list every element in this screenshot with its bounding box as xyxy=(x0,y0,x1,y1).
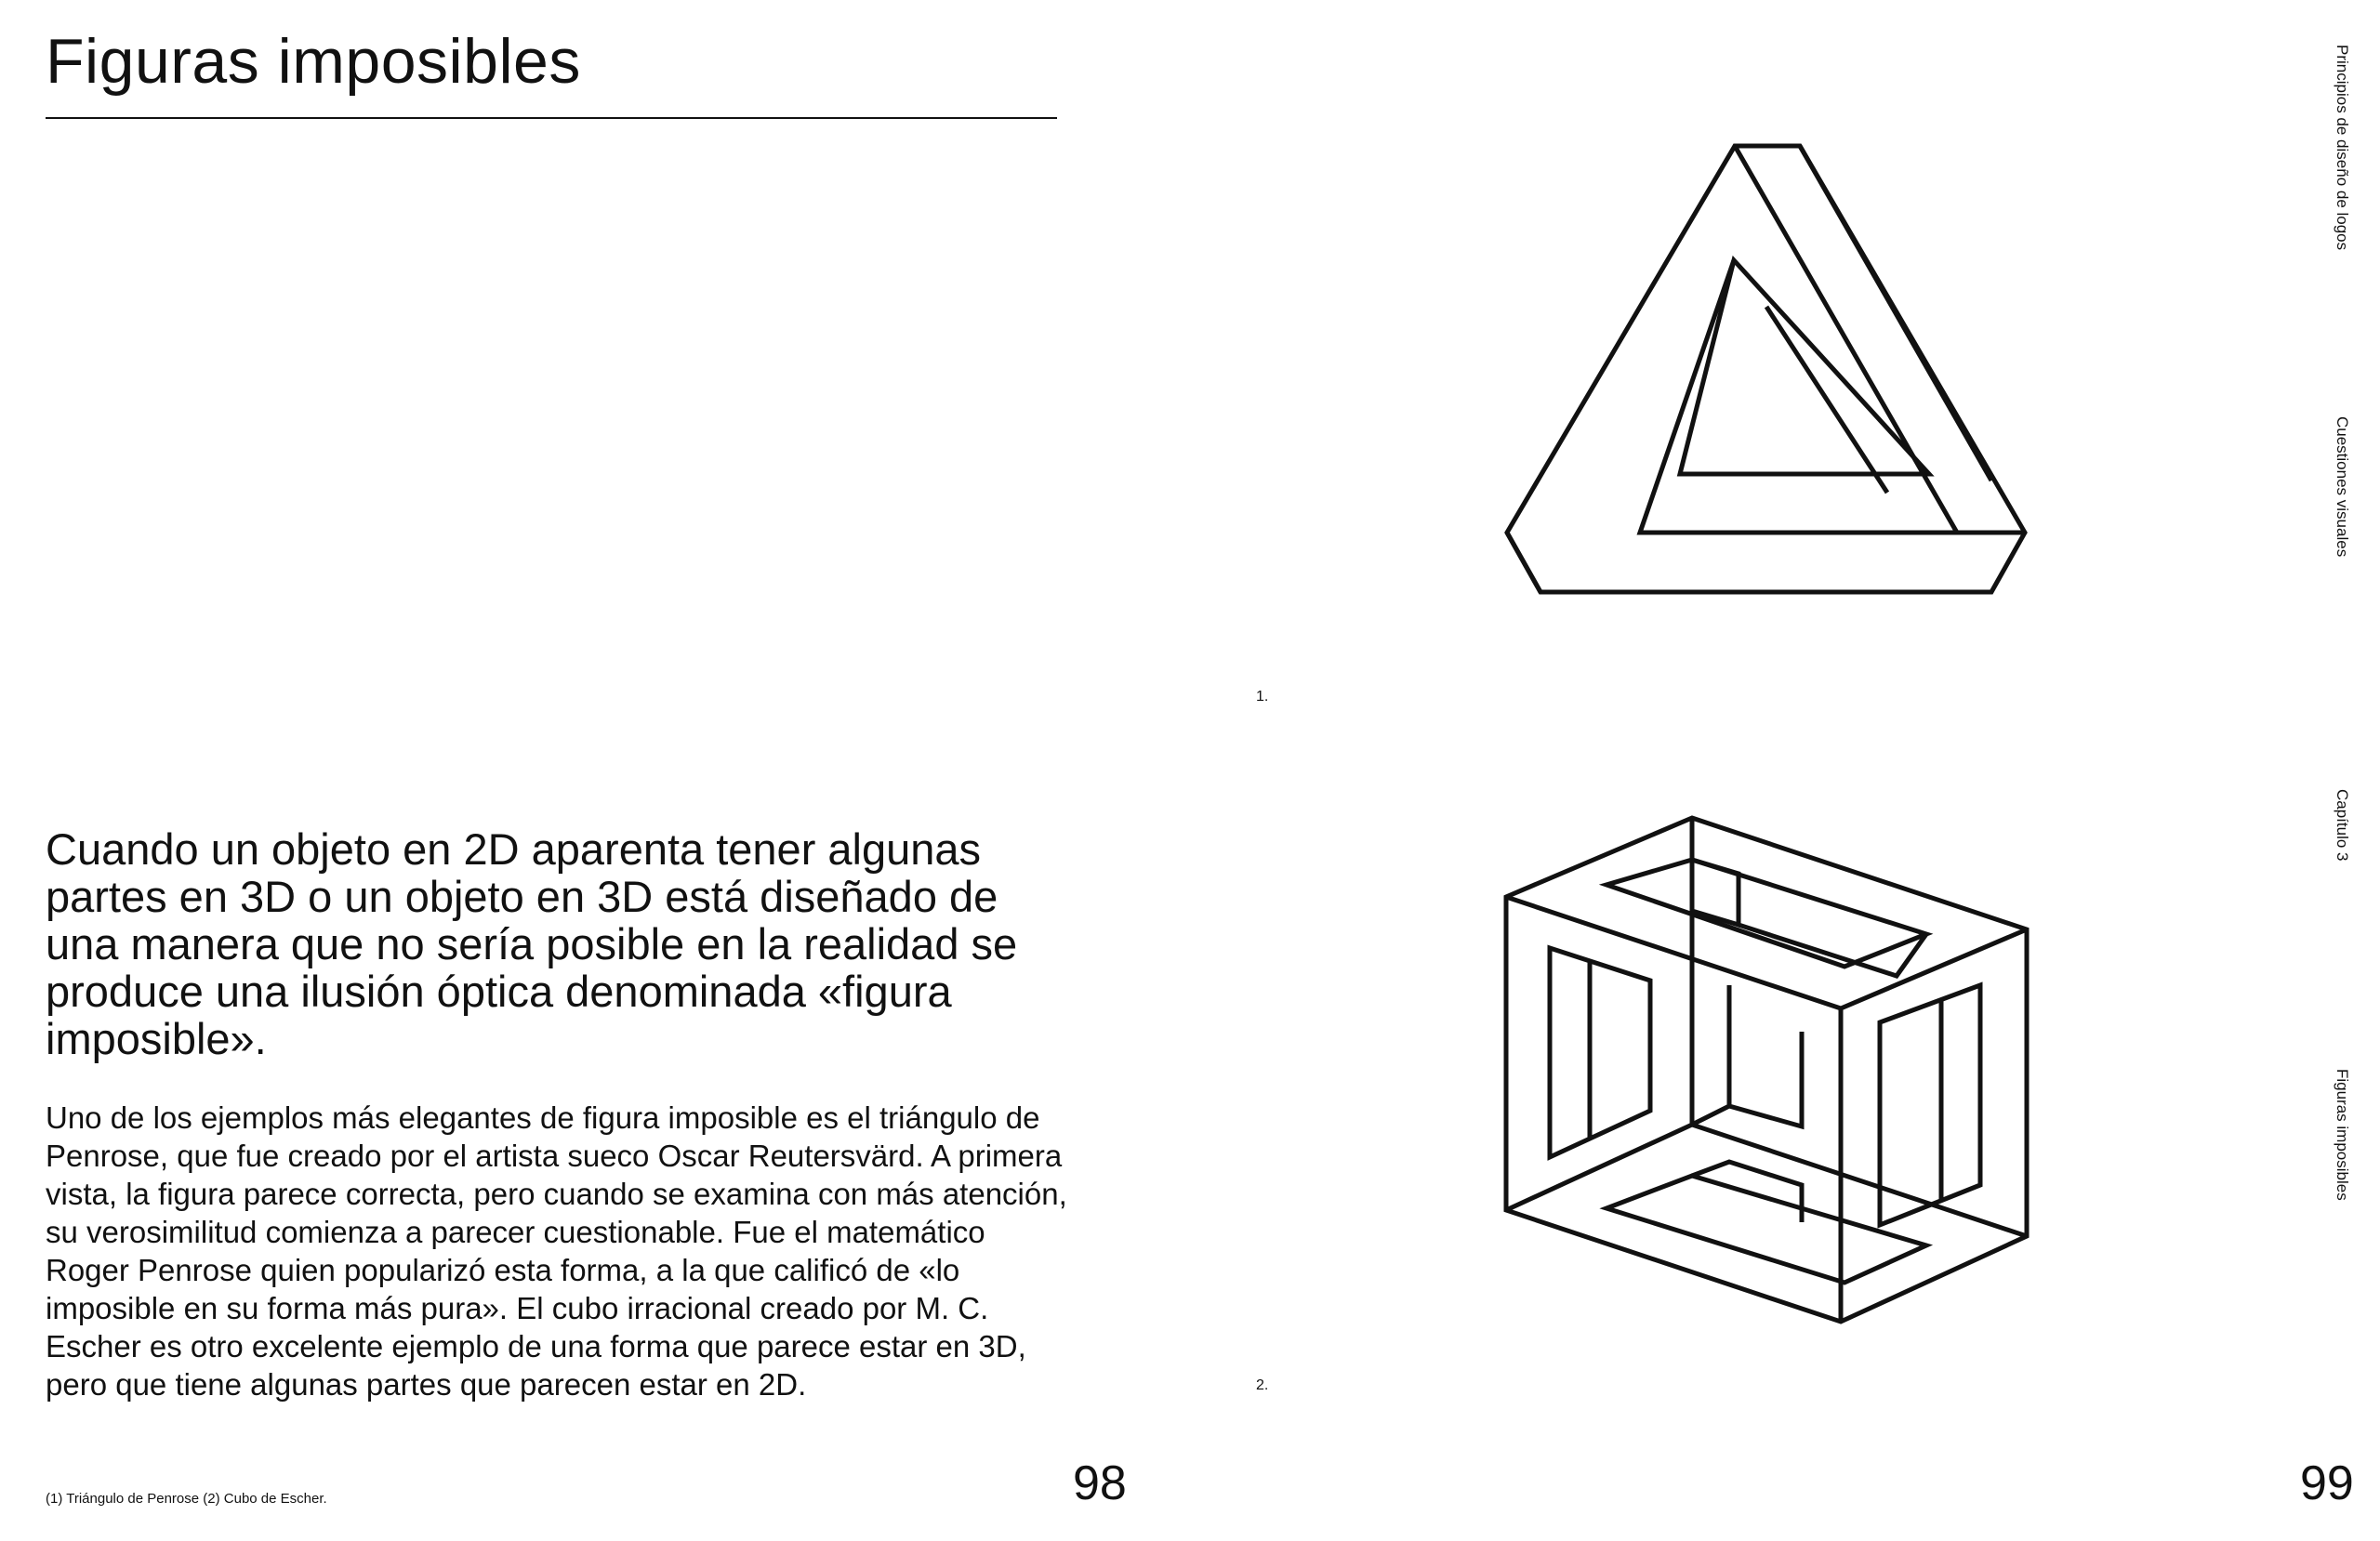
page-title: Figuras imposibles xyxy=(46,26,581,97)
title-divider xyxy=(46,117,1057,119)
body-paragraph: Uno de los ejemplos más elegantes de figura imposible es el triángulo de Penrose, que fue creado por el artista sueco Oscar Reutersvärd. A primera vista, la figura parece correcta, pero cuando se examina con más atención, su verosimilitud comienza a parecer cuestionable. Fue el matemático Roger Penrose quien popularizó esta forma, a la que calificó de «lo imposible en su forma más pura». El cubo irracional creado por M. C. Escher es otro excelente ejemplo de una forma que parece estar en 3D, pero que tiene algunas partes que parecen estar en 2D. xyxy=(46,1100,1067,1402)
escher-cube-icon xyxy=(1497,809,2055,1329)
page-number-left: 98 xyxy=(1073,1456,1127,1510)
side-tab-topic: Figuras imposibles xyxy=(2334,1069,2351,1201)
figure-caption: (1) Triángulo de Penrose (2) Cubo de Escher. xyxy=(46,1491,327,1507)
side-tab-section: Cuestiones visuales xyxy=(2334,416,2351,558)
figure-number-2: 2. xyxy=(1256,1377,1269,1393)
escher-cube-outline xyxy=(1506,818,2027,1322)
lead-paragraph: Cuando un objeto en 2D aparenta tener algunas partes en 3D o un objeto en 3D está diseñado de una manera que no sería posible en la realidad se produce una ilusión óptica denominada «figura imposible». xyxy=(46,824,1018,1063)
figure-number-1: 1. xyxy=(1256,689,1269,705)
penrose-triangle-icon xyxy=(1497,139,2036,604)
side-tab-chapter: Capítulo 3 xyxy=(2334,789,2351,862)
side-tab-book-title: Principios de diseño de logos xyxy=(2334,45,2351,251)
penrose-triangle-outline xyxy=(1507,146,2025,592)
page-number-right: 99 xyxy=(2300,1456,2354,1510)
